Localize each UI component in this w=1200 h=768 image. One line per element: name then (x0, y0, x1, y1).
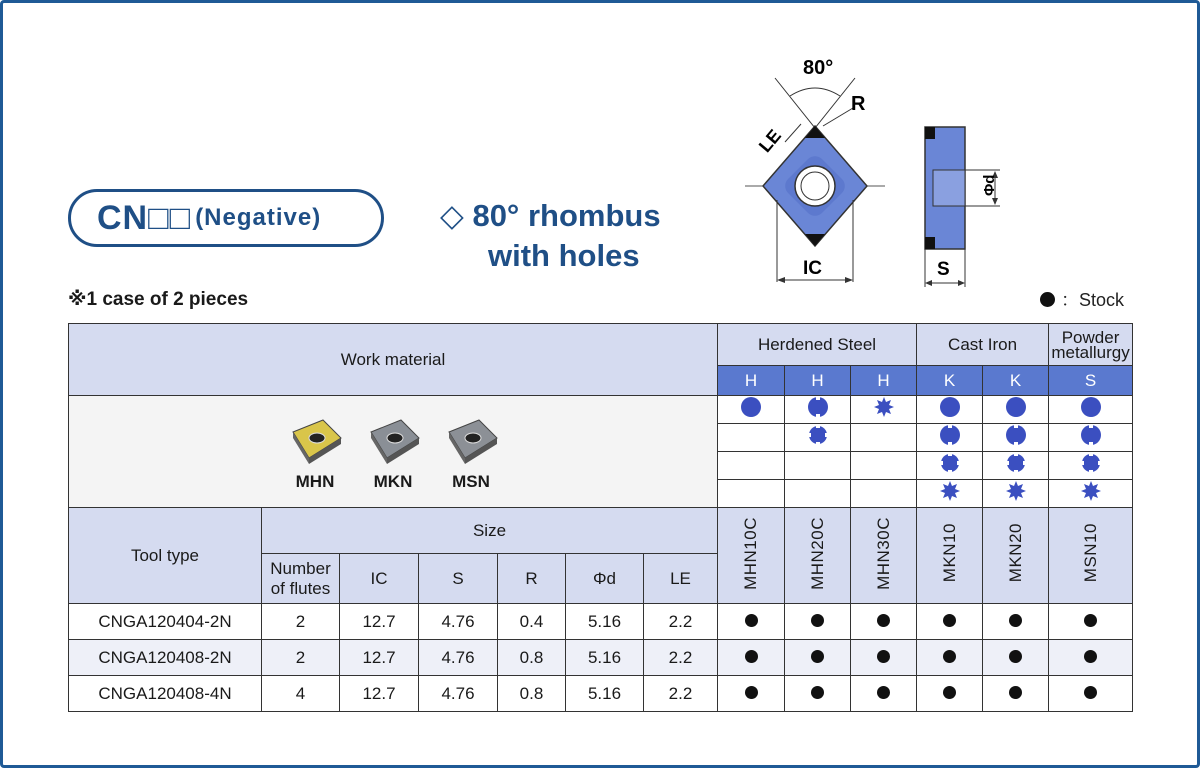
notch-suitability-icon (1005, 424, 1027, 451)
iso-code-1: H (785, 366, 851, 396)
hole-diameter-label: Φd (981, 174, 998, 196)
stock-cell (917, 604, 983, 640)
suitability-cell (917, 396, 983, 424)
grade-label: MHN20C (807, 516, 827, 590)
stock-dot-icon (1009, 650, 1022, 663)
thickness-label: S (937, 259, 950, 280)
grade-label: MKN20 (1005, 523, 1025, 583)
insert-label: MKN (373, 471, 413, 491)
insert-label: MSN (452, 471, 490, 491)
suitability-cell (718, 480, 785, 508)
stock-dot-icon (1084, 614, 1097, 627)
cell-flutes: 2 (262, 640, 340, 676)
iso-code-2: H (851, 366, 917, 396)
cell-ic: 12.7 (340, 604, 419, 640)
stock-dot-icon (745, 686, 758, 699)
packaging-note: ※1 case of 2 pieces (68, 289, 249, 310)
insert-images-cell (69, 396, 718, 508)
star-suitability-icon (1080, 480, 1102, 507)
stock-cell (851, 640, 917, 676)
stock-dot-icon (1009, 614, 1022, 627)
insert-image-icon (361, 414, 425, 468)
grade-label: MHN30C (873, 516, 893, 590)
size-header: Size (262, 508, 718, 554)
stock-legend-label: ：Stock (1061, 290, 1125, 310)
notch-suitability-icon (807, 396, 829, 423)
cell-d: 5.16 (566, 640, 644, 676)
suitability-cell (718, 424, 785, 452)
insert-label: MHN (295, 471, 335, 491)
series-title-badge (68, 189, 384, 247)
size-col-header-1: IC (340, 554, 419, 604)
suitability-cell (785, 480, 851, 508)
cell-flutes: 4 (262, 676, 340, 712)
suitability-cell (851, 480, 917, 508)
suitability-cell (983, 452, 1049, 480)
stock-cell (1049, 604, 1133, 640)
suitability-cell (983, 424, 1049, 452)
cell-s: 4.76 (419, 640, 498, 676)
stock-dot-icon (1040, 292, 1055, 307)
stock-dot-icon (877, 650, 890, 663)
suitability-cell (785, 424, 851, 452)
series-title: CN□□ (97, 198, 192, 237)
suitability-cell (1049, 424, 1133, 452)
cell-le: 2.2 (644, 604, 718, 640)
grade-header-4 (983, 508, 1049, 604)
cell-tool: CNGA120408-2N (69, 640, 262, 676)
insert-image-icon (439, 414, 503, 468)
size-col-header-0: Number of flutes (262, 554, 340, 604)
suitability-cell (983, 396, 1049, 424)
stock-cell (851, 604, 917, 640)
stock-cell (785, 640, 851, 676)
grade-header-2 (851, 508, 917, 604)
stock-dot-icon (811, 650, 824, 663)
cell-ic: 12.7 (340, 640, 419, 676)
work-material-header: Work material (69, 324, 718, 396)
insert-image-icon (283, 414, 347, 468)
insert-side-view-diagram (905, 115, 1005, 295)
gear-suitability-icon (1005, 452, 1027, 479)
group-header-cast-iron: Cast Iron (917, 324, 1049, 366)
size-col-header-4: Φd (566, 554, 644, 604)
group-header-powder-metallurgy: Powder metallurgy (1049, 324, 1133, 366)
cell-d: 5.16 (566, 676, 644, 712)
table-row (69, 640, 1133, 676)
stock-dot-icon (877, 686, 890, 699)
cell-le: 2.2 (644, 676, 718, 712)
circle-suitability-icon (740, 396, 762, 423)
shape-description (440, 196, 710, 276)
iso-code-0: H (718, 366, 785, 396)
suitability-cell (785, 396, 851, 424)
cell-tool: CNGA120408-4N (69, 676, 262, 712)
cell-tool: CNGA120404-2N (69, 604, 262, 640)
cell-s: 4.76 (419, 676, 498, 712)
stock-cell (983, 676, 1049, 712)
stock-dot-icon (1009, 686, 1022, 699)
grade-label: MHN10C (741, 516, 760, 590)
angle-label: 80° (803, 57, 834, 79)
cell-s: 4.76 (419, 604, 498, 640)
insert-spec-table (68, 323, 1133, 712)
group-header-hardened-steel: Herdened Steel (718, 324, 917, 366)
stock-dot-icon (943, 650, 956, 663)
iso-code-4: K (983, 366, 1049, 396)
grade-label: MSN10 (1080, 523, 1100, 583)
stock-dot-icon (943, 686, 956, 699)
insert-sample (439, 414, 503, 492)
stock-dot-icon (745, 614, 758, 627)
notch-suitability-icon (1080, 424, 1102, 451)
shape-line-1: ◇ 80° rhombus (440, 198, 661, 233)
cell-r: 0.4 (498, 604, 566, 640)
stock-cell (718, 604, 785, 640)
stock-cell (983, 640, 1049, 676)
suitability-cell (851, 396, 917, 424)
star-suitability-icon (1005, 480, 1027, 507)
stock-dot-icon (745, 650, 758, 663)
insert-sample (283, 414, 347, 492)
stock-dot-icon (1084, 650, 1097, 663)
gear-suitability-icon (807, 424, 829, 451)
cell-flutes: 2 (262, 604, 340, 640)
size-col-header-3: R (498, 554, 566, 604)
stock-cell (785, 604, 851, 640)
notch-suitability-icon (939, 424, 961, 451)
stock-dot-icon (811, 614, 824, 627)
stock-cell (851, 676, 917, 712)
grade-header-3 (917, 508, 983, 604)
stock-cell (1049, 676, 1133, 712)
suitability-cell (718, 396, 785, 424)
suitability-cell (1049, 452, 1133, 480)
ic-label: IC (803, 258, 822, 279)
suitability-cell (917, 452, 983, 480)
stock-cell (718, 676, 785, 712)
stock-cell (917, 676, 983, 712)
stock-cell (785, 676, 851, 712)
cell-r: 0.8 (498, 640, 566, 676)
stock-cell (983, 604, 1049, 640)
series-subtitle: (Negative) (195, 204, 322, 231)
insert-sample (361, 414, 425, 492)
star-suitability-icon (873, 396, 895, 423)
circle-suitability-icon (939, 396, 961, 423)
size-col-header-2: S (419, 554, 498, 604)
suitability-cell (851, 452, 917, 480)
circle-suitability-icon (1005, 396, 1027, 423)
cell-le: 2.2 (644, 640, 718, 676)
circle-suitability-icon (1080, 396, 1102, 423)
stock-cell (917, 640, 983, 676)
stock-cell (718, 640, 785, 676)
grade-header-1 (785, 508, 851, 604)
gear-suitability-icon (1080, 452, 1102, 479)
shape-line-2: with holes (488, 238, 640, 273)
suitability-cell (718, 452, 785, 480)
stock-dot-icon (811, 686, 824, 699)
stock-dot-icon (877, 614, 890, 627)
gear-suitability-icon (939, 452, 961, 479)
iso-code-5: S (1049, 366, 1133, 396)
suitability-cell (851, 424, 917, 452)
suitability-cell (1049, 480, 1133, 508)
star-suitability-icon (939, 480, 961, 507)
radius-label: R (851, 93, 866, 115)
cell-ic: 12.7 (340, 676, 419, 712)
grade-header-5 (1049, 508, 1133, 604)
tool-type-header: Tool type (69, 508, 262, 604)
le-label: LE (754, 125, 786, 157)
suitability-cell (917, 424, 983, 452)
suitability-cell (785, 452, 851, 480)
stock-legend (1040, 286, 1124, 312)
size-col-header-5: LE (644, 554, 718, 604)
grade-header-0 (718, 508, 785, 604)
suitability-cell (1049, 396, 1133, 424)
grade-label: MKN10 (939, 523, 959, 583)
table-row (69, 604, 1133, 640)
cell-d: 5.16 (566, 604, 644, 640)
insert-front-view-diagram (745, 50, 885, 290)
stock-dot-icon (943, 614, 956, 627)
iso-code-3: K (917, 366, 983, 396)
stock-cell (1049, 640, 1133, 676)
cell-r: 0.8 (498, 676, 566, 712)
suitability-cell (917, 480, 983, 508)
table-row (69, 676, 1133, 712)
suitability-cell (983, 480, 1049, 508)
stock-dot-icon (1084, 686, 1097, 699)
